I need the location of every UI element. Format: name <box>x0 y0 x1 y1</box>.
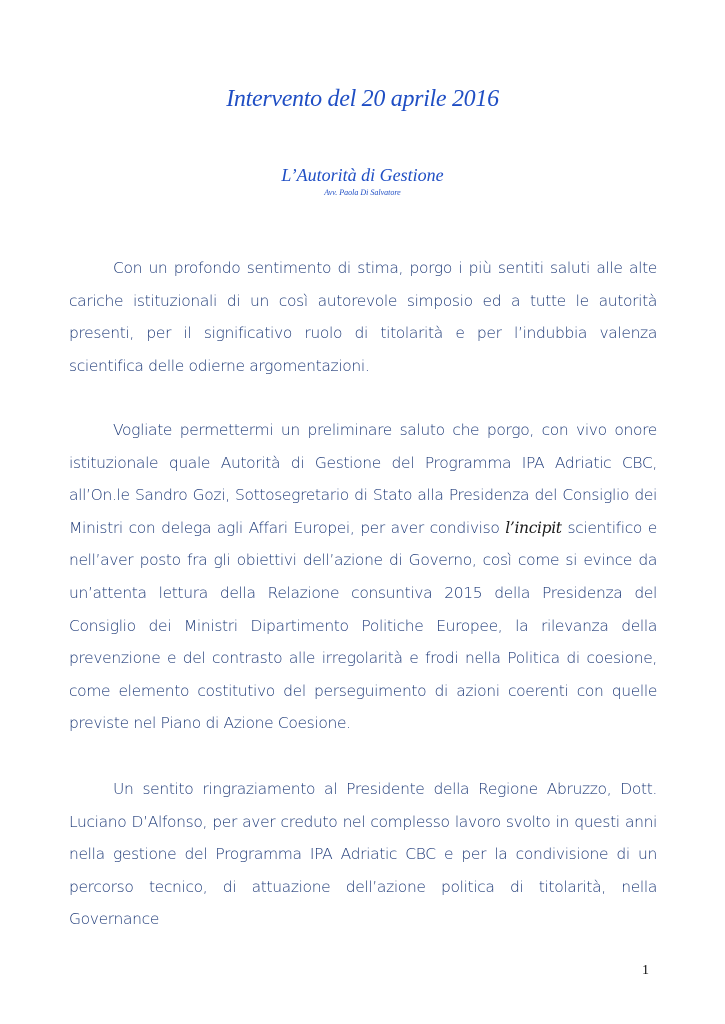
page-number: 1 <box>642 963 649 978</box>
document-subtitle: L’Autorità di Gestione <box>281 165 444 185</box>
paragraph-2-text-end: scientifico e nell’aver posto fra gli obiettivi dell’azione di Governo, così come si evince da un’attenta lettura della Relazione consuntiva 2015 della Presidenza del Consiglio dei Ministri Dipartimento Politiche Europee, la rilevanza della prevenzione e del contrasto alle irregolarità e frodi nella Politica di coesione, come elemento costitutivo del perseguimento di azioni coerenti con quelle previste nel Piano di Azione Coesione. <box>69 518 657 733</box>
paragraph-1 <box>69 252 657 382</box>
document-title: Intervento del 20 aprile 2016 <box>226 86 499 112</box>
paragraph-3 <box>69 773 657 936</box>
paragraph-1-text: Con un profondo sentimento di stima, porgo i più sentiti saluti alle alte cariche istituzionali di un così autorevole simposio ed a tutte le autorità presenti, per il significativo ruolo di titolarità e per l’indubbia valenza scientifica delle odierne argomentazioni. <box>69 259 657 375</box>
author-line: Avv. Paola Di Salvatore <box>324 188 401 197</box>
paragraph-2-text-start: Vogliate permettermi un preliminare saluto che porgo, con vivo onore istituzionale quale Autorità di Gestione del Programma IPA Adriatic CBC, all’On.le Sandro Gozi, Sottosegretario di Stato alla Presidenza del Consiglio dei Ministri con delega agli Affari Europei, per aver condiviso <box>69 421 657 537</box>
paragraph-3-text: Un sentito ringraziamento al Presidente della Regione Abruzzo, Dott. Luciano D’Alfonso, per aver creduto nel complesso lavoro svolto in questi anni nella gestione del Programma IPA Adriatic CBC e per la condivisione di un percorso tecnico, di attuazione dell’azione politica di titolarità, nella Governance <box>69 780 657 929</box>
paragraph-2 <box>69 414 657 740</box>
paragraph-2-emphasis: l’incipit <box>505 518 562 537</box>
